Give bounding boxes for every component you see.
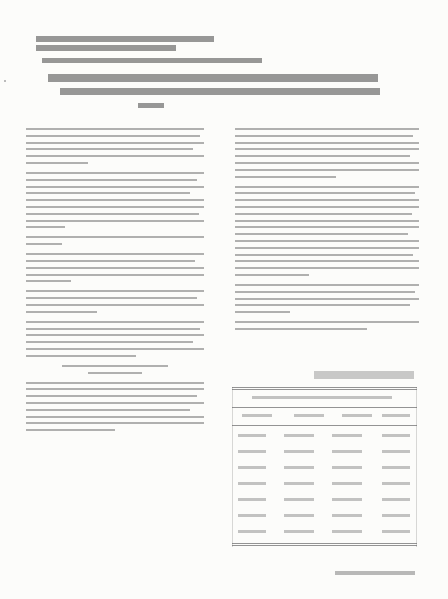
author-line: [138, 103, 164, 108]
scan-speck: [4, 80, 6, 82]
table-frame: [232, 387, 417, 547]
subtitle-line-1: [48, 74, 378, 82]
running-footer: [335, 571, 415, 575]
right-column: [235, 128, 419, 335]
title-line-1: [36, 36, 214, 42]
subtitle-line-2: [60, 88, 380, 95]
table-title: [314, 371, 414, 379]
data-table: [232, 371, 417, 551]
title-line-2: [36, 45, 176, 51]
left-column: [26, 128, 204, 439]
title-line-3: [42, 58, 262, 63]
header-area: [0, 0, 448, 130]
